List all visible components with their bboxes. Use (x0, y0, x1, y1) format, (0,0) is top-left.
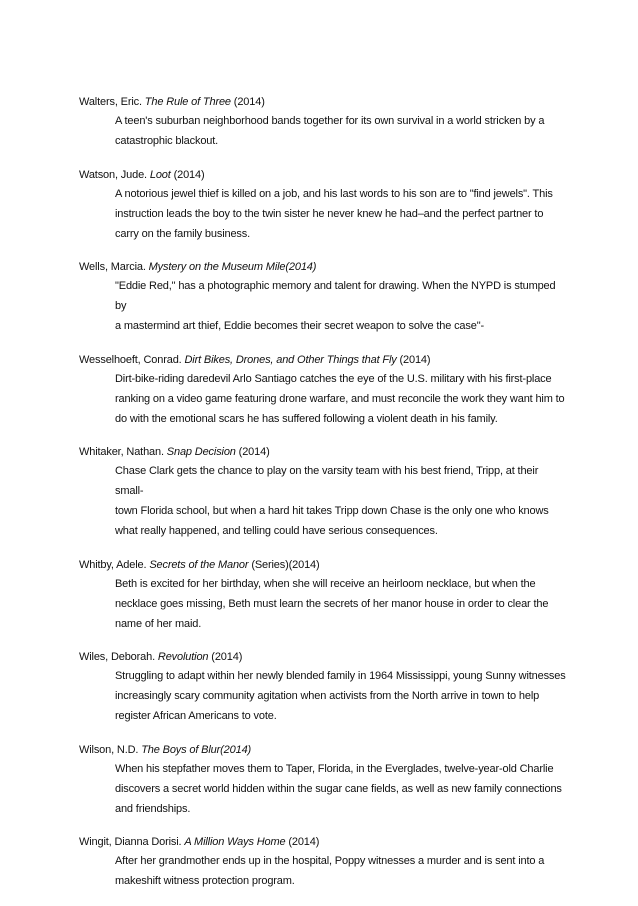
entry-author: Whitaker, Nathan. (79, 446, 164, 458)
entry-year: (2014) (230, 96, 265, 108)
entry-title: Dirt Bikes, Drones, and Other Things that Fly (184, 353, 397, 366)
entry-description: Struggling to adapt within her newly blended family in 1964 Mississippi, young Sunny witnesses increasingly scary community agitation when activists from the North arrive in town to help register African Americans to vote. (115, 670, 566, 722)
entry-citation (79, 556, 569, 574)
entry-author: Wilson, N.D. (79, 743, 139, 756)
entry-year: (2014) (170, 168, 205, 181)
entry-title: A Million Ways Home (184, 836, 286, 848)
entry-description: "Eddie Red," has a photographic memory and talent for drawing. When the NYPD is stumped by a mastermind art thief, Eddie becomes their secret weapon to solve the case"- (115, 280, 556, 332)
entry-year: (2014) (285, 836, 320, 848)
entry-author: Wells, Marcia. (79, 261, 146, 273)
list-item (79, 556, 569, 634)
entry-description: When his stepfather moves them to Taper, Florida, in the Everglades, twelve-year-old Charlie discovers a secret world hidden within the sugar cane fields, as well as new family connections and friendships. (115, 762, 562, 815)
entry-year: (2014) (208, 651, 243, 663)
list-item (79, 648, 569, 726)
list-item (79, 833, 569, 891)
entry-title: Snap Decision (166, 446, 236, 458)
entry-citation (79, 166, 569, 184)
entry-description: A teen's suburban neighborhood bands together for its own survival in a world stricken by a catastrophic blackout. (115, 115, 545, 147)
entry-author: Walters, Eric. (79, 96, 142, 108)
entry-author: Wesselhoeft, Conrad. (79, 353, 182, 366)
entry-year: (2014) (235, 446, 270, 458)
entry-citation (79, 443, 569, 461)
entry-description: Dirt-bike-riding daredevil Arlo Santiago catches the eye of the U.S. military with his first-place ranking on a video game featuring drone warfare, and must reconcile the work they want him to do with the emotional scars he has suffered following a violent death in his family. (115, 372, 565, 425)
entry-author: Watson, Jude. (79, 168, 147, 181)
entry-title: Secrets of the Manor (149, 558, 249, 571)
entry-description: After her grandmother ends up in the hospital, Poppy witnesses a murder and is sent into a makeshift witness protection program. (115, 855, 545, 887)
entry-citation (79, 258, 569, 276)
entry-year: (Series)(2014) (248, 558, 320, 571)
entry-title: The Rule of Three (144, 96, 231, 108)
list-item (79, 351, 569, 429)
entry-author: Wiles, Deborah. (79, 651, 156, 663)
list-item (79, 93, 569, 151)
entry-title: Mystery on the Museum Mile(2014) (148, 261, 317, 273)
entry-title: Loot (149, 168, 171, 181)
entry-description: Beth is excited for her birthday, when she will receive an heirloom necklace, but when the necklace goes missing, Beth must learn the secrets of her manor house in order to clear the name of her maid. (115, 577, 549, 630)
entry-description: A notorious jewel thief is killed on a job, and his last words to his son are to "find jewels". This instruction leads the boy to the twin sister he never knew he had–and the perfect partner to carry on the family business. (115, 187, 553, 240)
entry-title: Revolution (157, 651, 209, 663)
entry-citation (79, 833, 569, 851)
list-item (79, 443, 569, 541)
entry-author: Whitby, Adele. (79, 558, 147, 571)
entry-citation (79, 648, 569, 666)
list-item (79, 258, 569, 336)
list-item (79, 166, 569, 244)
entry-citation (79, 741, 569, 759)
entry-title: The Boys of Blur(2014) (141, 743, 252, 756)
list-item (79, 741, 569, 819)
book-list (79, 93, 569, 906)
entry-year: (2014) (396, 353, 431, 366)
entry-citation (79, 351, 569, 369)
entry-author: Wingit, Dianna Dorisi. (79, 836, 182, 848)
entry-description: Chase Clark gets the chance to play on the varsity team with his best friend, Tripp, at their small- town Florida school, but when a hard hit takes Tripp down Chase is the only one who knows what really happened, and telling could have serious consequences. (115, 465, 549, 537)
entry-citation (79, 93, 569, 111)
